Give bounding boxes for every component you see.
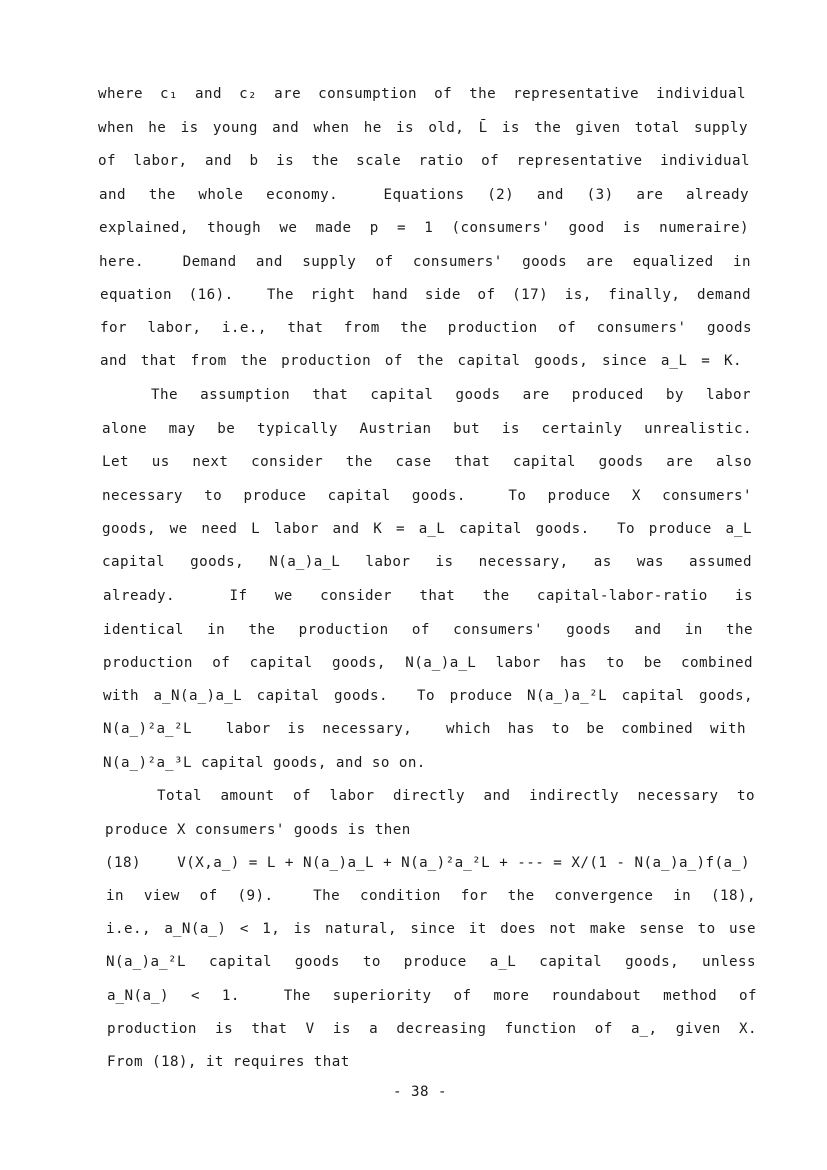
- text-line: a̲N(a̲) < 1. The superiority of more roundabout method of: [107, 988, 757, 1004]
- text-line: N(a̲)²a̲³L capital goods, and so on.: [103, 755, 426, 771]
- text-line: of labor, and b is the scale ratio of representative individual: [98, 153, 750, 169]
- text-line: in view of (9). The condition for the convergence in (18),: [106, 888, 756, 904]
- text-line: and the whole economy. Equations (2) and (3) are already: [99, 187, 749, 203]
- text-line: when he is young and when he is old, L̄ is the given total supply: [98, 120, 748, 136]
- page-number: - 38 -: [393, 1084, 447, 1100]
- text-line: Let us next consider the case that capital goods are also: [102, 454, 752, 470]
- text-line: equation (16). The right hand side of (17) is, finally, demand: [100, 287, 751, 303]
- text-line: for labor, i.e., that from the production of consumers' goods: [100, 320, 752, 336]
- text-line: N(a̲)²a̲²L labor is necessary, which has to be combined with: [103, 721, 746, 737]
- text-line: explained, though we made p = 1 (consumers' good is numeraire): [99, 220, 749, 236]
- text-line: alone may be typically Austrian but is certainly unrealistic.: [102, 421, 752, 437]
- text-line: necessary to produce capital goods. To produce X consumers': [102, 488, 752, 504]
- text-line: with a̲N(a̲)a̲L capital goods. To produce N(a̲)a̲²L capital goods,: [103, 688, 753, 704]
- text-line: N(a̲)a̲²L capital goods to produce a̲L capital goods, unless: [106, 954, 756, 970]
- text-line: identical in the production of consumers' goods and in the: [103, 622, 753, 638]
- text-line: production of capital goods, N(a̲)a̲L labor has to be combined: [103, 655, 753, 671]
- text-line: The assumption that capital goods are produced by labor: [151, 387, 751, 403]
- text-line: here. Demand and supply of consumers' goods are equalized in: [99, 254, 751, 270]
- text-line: Total amount of labor directly and indirectly necessary to: [157, 788, 755, 804]
- text-line: already. If we consider that the capital-labor-ratio is: [103, 588, 753, 604]
- text-line: i.e., a̲N(a̲) < 1, is natural, since it does not make sense to use: [106, 921, 756, 937]
- equation-18: (18) V(X,a̲) = L + N(a̲)a̲L + N(a̲)²a̲²L + --- = X/(1 - N(a̲)a̲)f(a̲): [105, 855, 750, 871]
- text-line: goods, we need L labor and K = a̲L capital goods. To produce a̲L: [102, 521, 752, 537]
- text-line: where c₁ and c₂ are consumption of the representative individual: [98, 86, 746, 102]
- text-line: capital goods, N(a̲)a̲L labor is necessary, as was assumed: [102, 554, 752, 570]
- text-line: and that from the production of the capital goods, since a̲L = K.: [100, 353, 742, 369]
- text-line: produce X consumers' goods is then: [105, 822, 411, 838]
- text-line: production is that V is a decreasing function of a̲, given X.: [107, 1021, 757, 1037]
- text-line: From (18), it requires that: [107, 1054, 350, 1070]
